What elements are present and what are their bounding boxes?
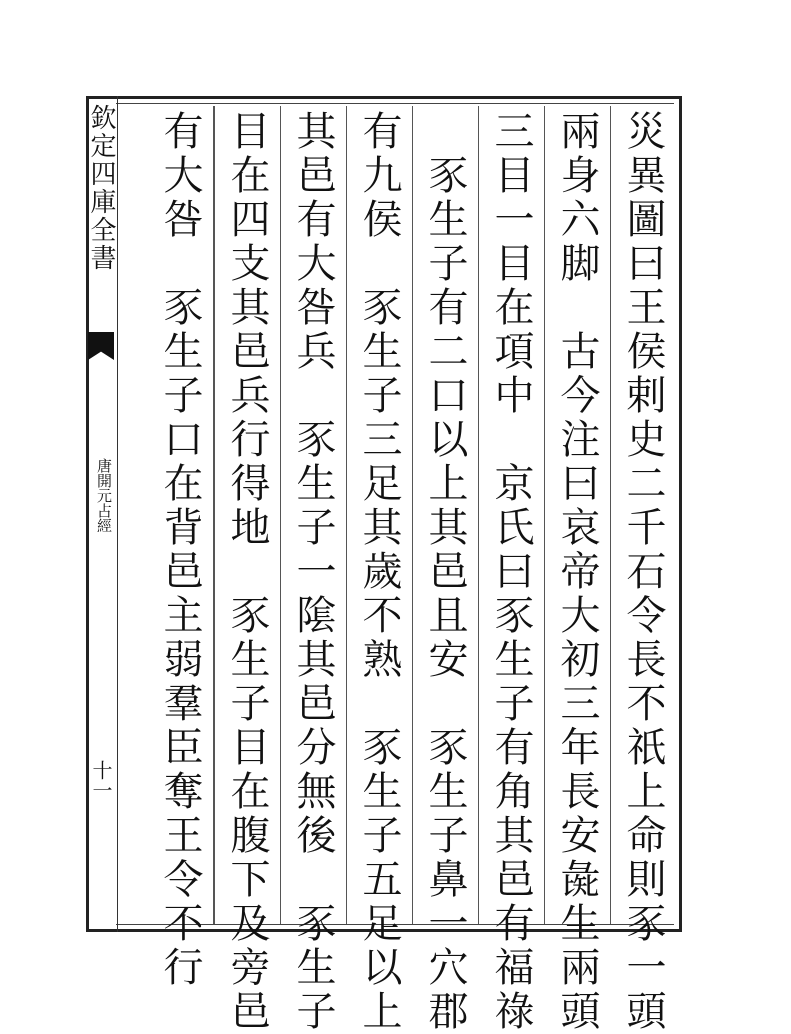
text-column-3: 三目一目在項中 京氏曰豕生子有角其邑有福祿 [478,106,544,924]
text-column-8: 有大咎 豕生子口在背邑主弱羣臣奪王令不行 [118,106,214,924]
text-column-5: 有九侯 豕生子三足其歲不熟 豕生子五足以上 [346,106,412,924]
text-column-6: 其邑有大咎兵 豕生子一隂其邑分無後 豕生子 [280,106,346,924]
text-column-2: 兩身六脚 古今注曰哀帝大初三年長安彘生兩頭 [544,106,610,924]
margin-subtitle: 唐開元占經 [95,458,113,533]
margin-title: 欽定四庫全書 [86,104,116,272]
text-column-4: 豕生子有二口以上其邑且安 豕生子鼻一穴郡 [412,106,478,924]
text-column-7: 目在四支其邑兵行得地 豕生子目在腹下及旁邑 [214,106,280,924]
text-column-1: 災異圖曰王侯剌史二千石令長不祇上命則豕一頭 [610,106,676,924]
margin-page-number: 十一 [89,760,113,800]
